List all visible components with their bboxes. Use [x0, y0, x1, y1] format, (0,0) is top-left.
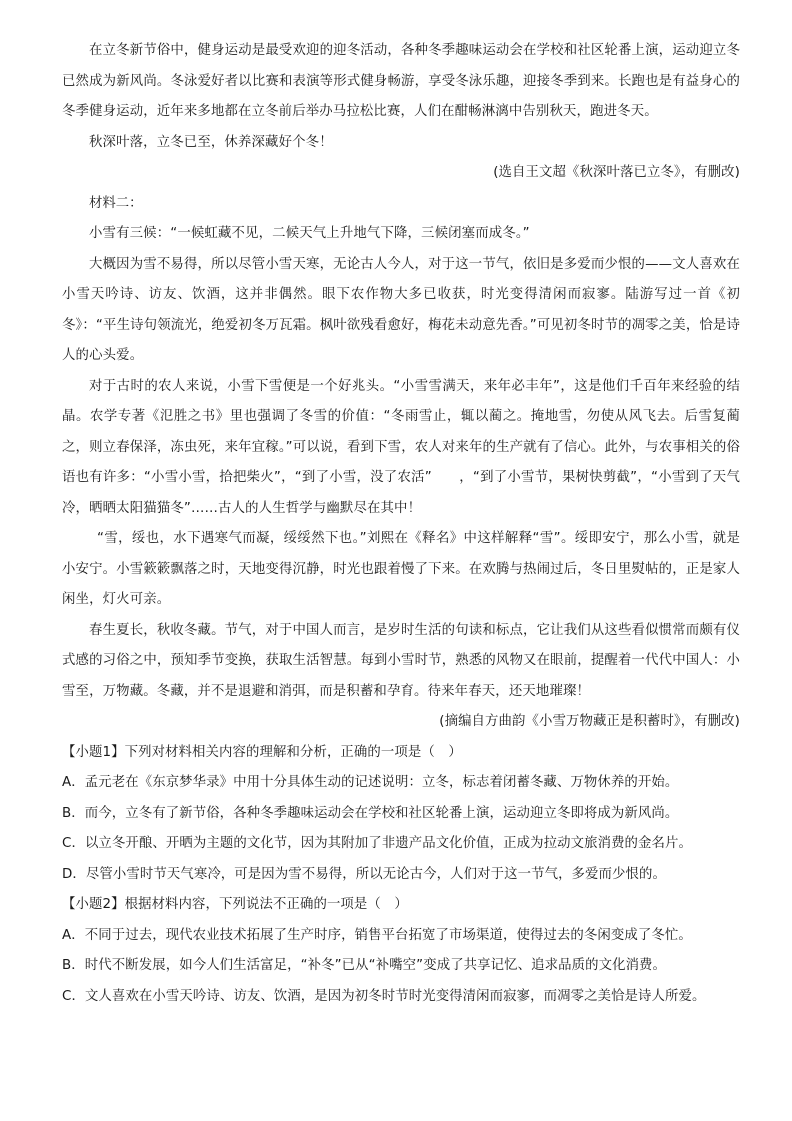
- question-1-stem: 【小题1】下列对材料相关内容的理解和分析，正确的一项是（ ）: [62, 744, 462, 760]
- question-2-option-c[interactable]: C．文人喜欢在小雪天吟诗、访友、饮酒，是因为初冬时节时光变得清闲而寂寥，而凋零之美恰是诗人所爱。: [62, 988, 706, 1004]
- material-two-paragraph-1: 小雪有三候：“一候虹藏不见，二候天气上升地气下降，三候闭塞而成冬。”: [89, 226, 530, 241]
- material-two-paragraph-5: 春生夏长，秋收冬藏。节气，对于中国人而言，是岁时生活的句读和标点，它让我们从这些看似惯常而颇有仪式感的习俗之中，预知季节变换，获取生活智慧。每到小雪时节，熟悉的风物又在眼前，提醒着一代代中国人：小雪至，万物藏。冬藏，并不是退避和消弭，而是积蓄和孕育。待来年春天，还天地璀璨！: [62, 622, 740, 699]
- question-1-option-a[interactable]: A．孟元老在《东京梦华录》中用十分具体生动的记述说明：立冬，标志着闭蓄冬藏、万物休养的开始。: [62, 775, 679, 790]
- material-two-paragraph-3: 对于古时的农人来说，小雪下雪便是一个好兆头。“小雪雪满天，来年必丰年”，这是他们千百年来经验的结晶。农学专著《氾胜之书》里也强调了冬雪的价值：“冬雨雪止，辄以蔺之。掩地雪，勿使从风飞去。后雪复蔺之，则立春保泽，冻虫死，来年宜稼。”可以说，看到下雪，农人对来年的生产就有了信心。此外，与农事相关的俗语也有许多：“小雪小雪，拾把柴火”，“到了小雪，没了农活” ，“到了小雪节，果树快剪截”，“小雪到了天气冷，晒晒太阳猫猫冬”……古人的人生哲学与幽默尽在其中！: [62, 378, 740, 516]
- question-1-option-d[interactable]: D．尽管小雪时节天气寒冷，可是因为雪不易得，所以无论古今，人们对于这一节气，多爱而少恨的。: [62, 866, 666, 882]
- material-one-paragraph: 在立冬新节俗中，健身运动是最受欢迎的迎冬活动，各种冬季趣味运动会在学校和社区轮番上演，运动迎立冬已然成为新风尚。冬泳爱好者以比赛和表演等形式健身畅游，享受冬泳乐趣，迎接冬季到来。长跑也是有益身心的冬季健身运动，近年来多地都在立冬前后举办马拉松比赛，人们在酣畅淋漓中告别秋天，跑进冬天。: [62, 43, 740, 119]
- material-two-source: (摘编自方曲韵《小雪万物藏正是积蓄时》，有删改): [439, 714, 740, 729]
- material-two-label: 材料二：: [89, 195, 143, 211]
- material-two-paragraph-4: “雪，绥也，水下遇寒气而凝，绥绥然下也。”刘熙在《释名》中这样解释“雪”。绥即安宁，那么小雪，就是小安宁。小雪簌簌飘落之时，天地变得沉静，时光也跟着慢了下来。在欢腾与热闹过后，冬日里熨帖的，正是家人闲坐，灯火可亲。: [62, 531, 740, 607]
- question-2-stem: 【小题2】根据材料内容，下列说法不正确的一项是（ ）: [62, 897, 408, 912]
- question-2-option-a[interactable]: A．不同于过去，现代农业技术拓展了生产时序，销售平台拓宽了市场渠道，使得过去的冬闲变成了冬忙。: [62, 927, 692, 943]
- material-two-paragraph-2: 大概因为雪不易得，所以尽管小雪天寒，无论古人今人，对于这一节气，依旧是多爱而少恨的——文人喜欢在小雪天吟诗、访友、饮酒，这并非偶然。眼下农作物大多已收获，时光变得清闲而寂寥。陆游写过一首《初冬》：“平生诗句领流光，绝爱初冬万瓦霜。枫叶欲残看愈好，梅花未动意先香。”可见初冬时节的凋零之美，恰是诗人的心头爱。: [62, 256, 740, 363]
- question-1-option-b[interactable]: B．而今，立冬有了新节俗，各种冬季趣味运动会在学校和社区轮番上演，运动迎立冬即将成为新风尚。: [62, 805, 679, 821]
- material-one-source: (选自王文超《秋深叶落已立冬》，有删改): [493, 165, 740, 180]
- question-1-option-c[interactable]: C．以立冬开酿、开晒为主题的文化节，因为其附加了非遗产品文化价值，正成为拉动文旅消费的金名片。: [62, 836, 693, 851]
- exam-page: [62, 36, 740, 1012]
- question-2-option-b[interactable]: B．时代不断发展，如今人们生活富足，“补冬”已从“补嘴空”变成了共享记忆、追求品质的文化消费。: [62, 958, 667, 973]
- material-one-closing-line: 秋深叶落，立冬已至，休养深藏好个冬！: [89, 134, 333, 150]
